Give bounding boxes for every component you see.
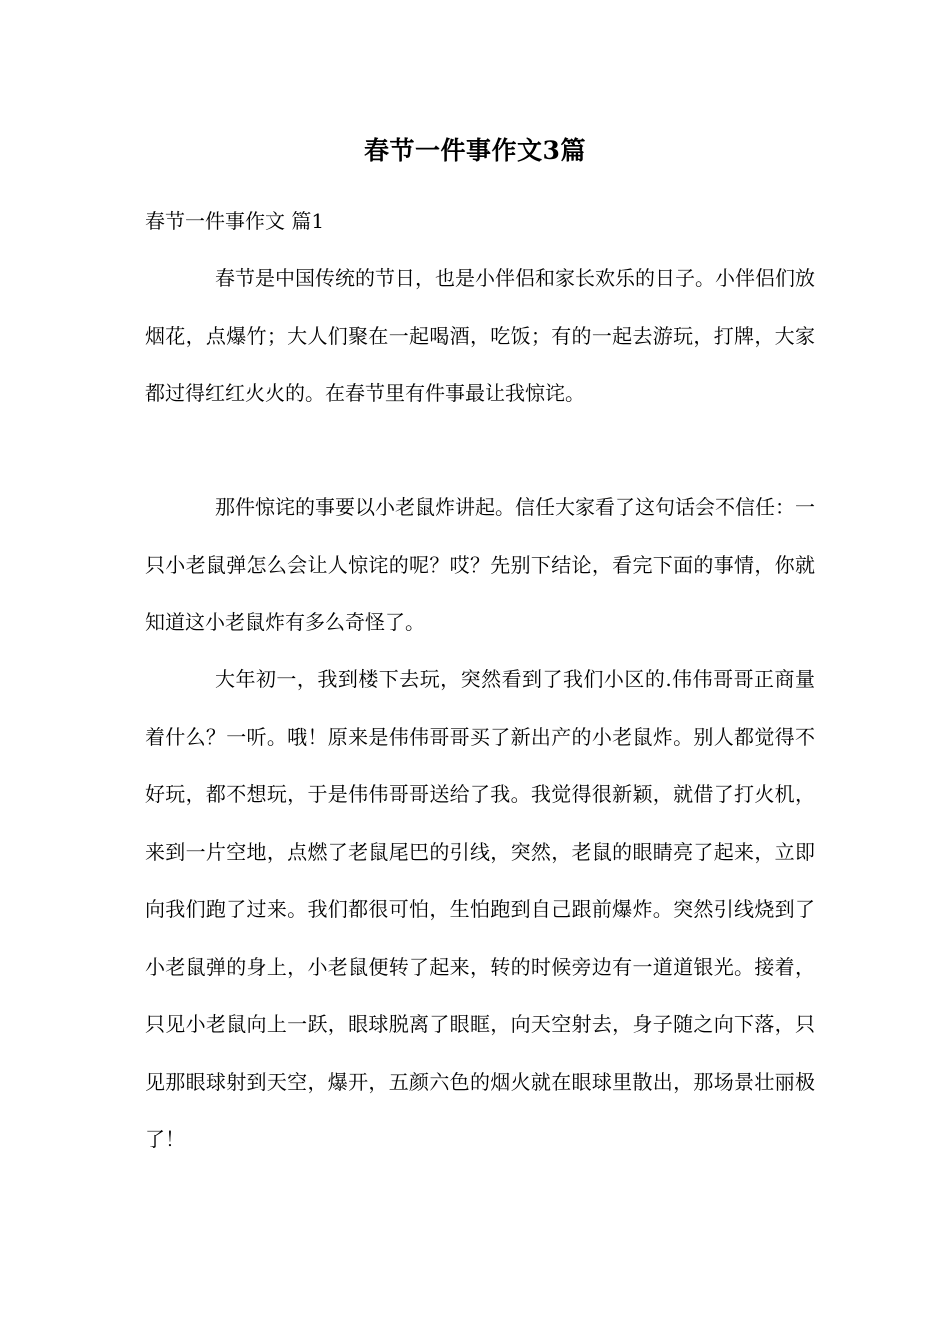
paragraph-2: 那件惊诧的事要以小老鼠炸讲起。信任大家看了这句话会不信任：一只小老鼠弹怎么会让人惊诧的呢？哎？先别下结论，看完下面的事情，你就知道这小老鼠炸有多么奇怪了。 — [145, 495, 815, 634]
document-title: 春节一件事作文3篇 — [364, 136, 586, 165]
section-heading: 春节一件事作文 篇1 — [145, 209, 325, 233]
paragraph-1: 春节是中国传统的节日，也是小伴侣和家长欢乐的日子。小伴侣们放烟花，点爆竹；大人们聚在一起喝酒，吃饭；有的一起去游玩，打牌，大家都过得红红火火的。在春节里有件事最让我惊诧。 — [145, 266, 815, 405]
paragraph-3: 大年初一，我到楼下去玩，突然看到了我们小区的.伟伟哥哥正商量着什么？一听。哦！原来是伟伟哥哥买了新出产的小老鼠炸。别人都觉得不好玩，都不想玩，于是伟伟哥哥送给了我。我觉得很新颖，就借了打火机，来到一片空地，点燃了老鼠尾巴的引线，突然，老鼠的眼睛亮了起来，立即向我们跑了过来。我们都很可怕，生怕跑到自己跟前爆炸。突然引线烧到了小老鼠弹的身上，小老鼠便转了起来，转的时候旁边有一道道银光。接着，只见小老鼠向上一跃，眼球脱离了眼眶，向天空射去，身子随之向下落，只见那眼球射到天空，爆开，五颜六色的烟火就在眼球里散出，那场景壮丽极了！ — [145, 667, 815, 1151]
